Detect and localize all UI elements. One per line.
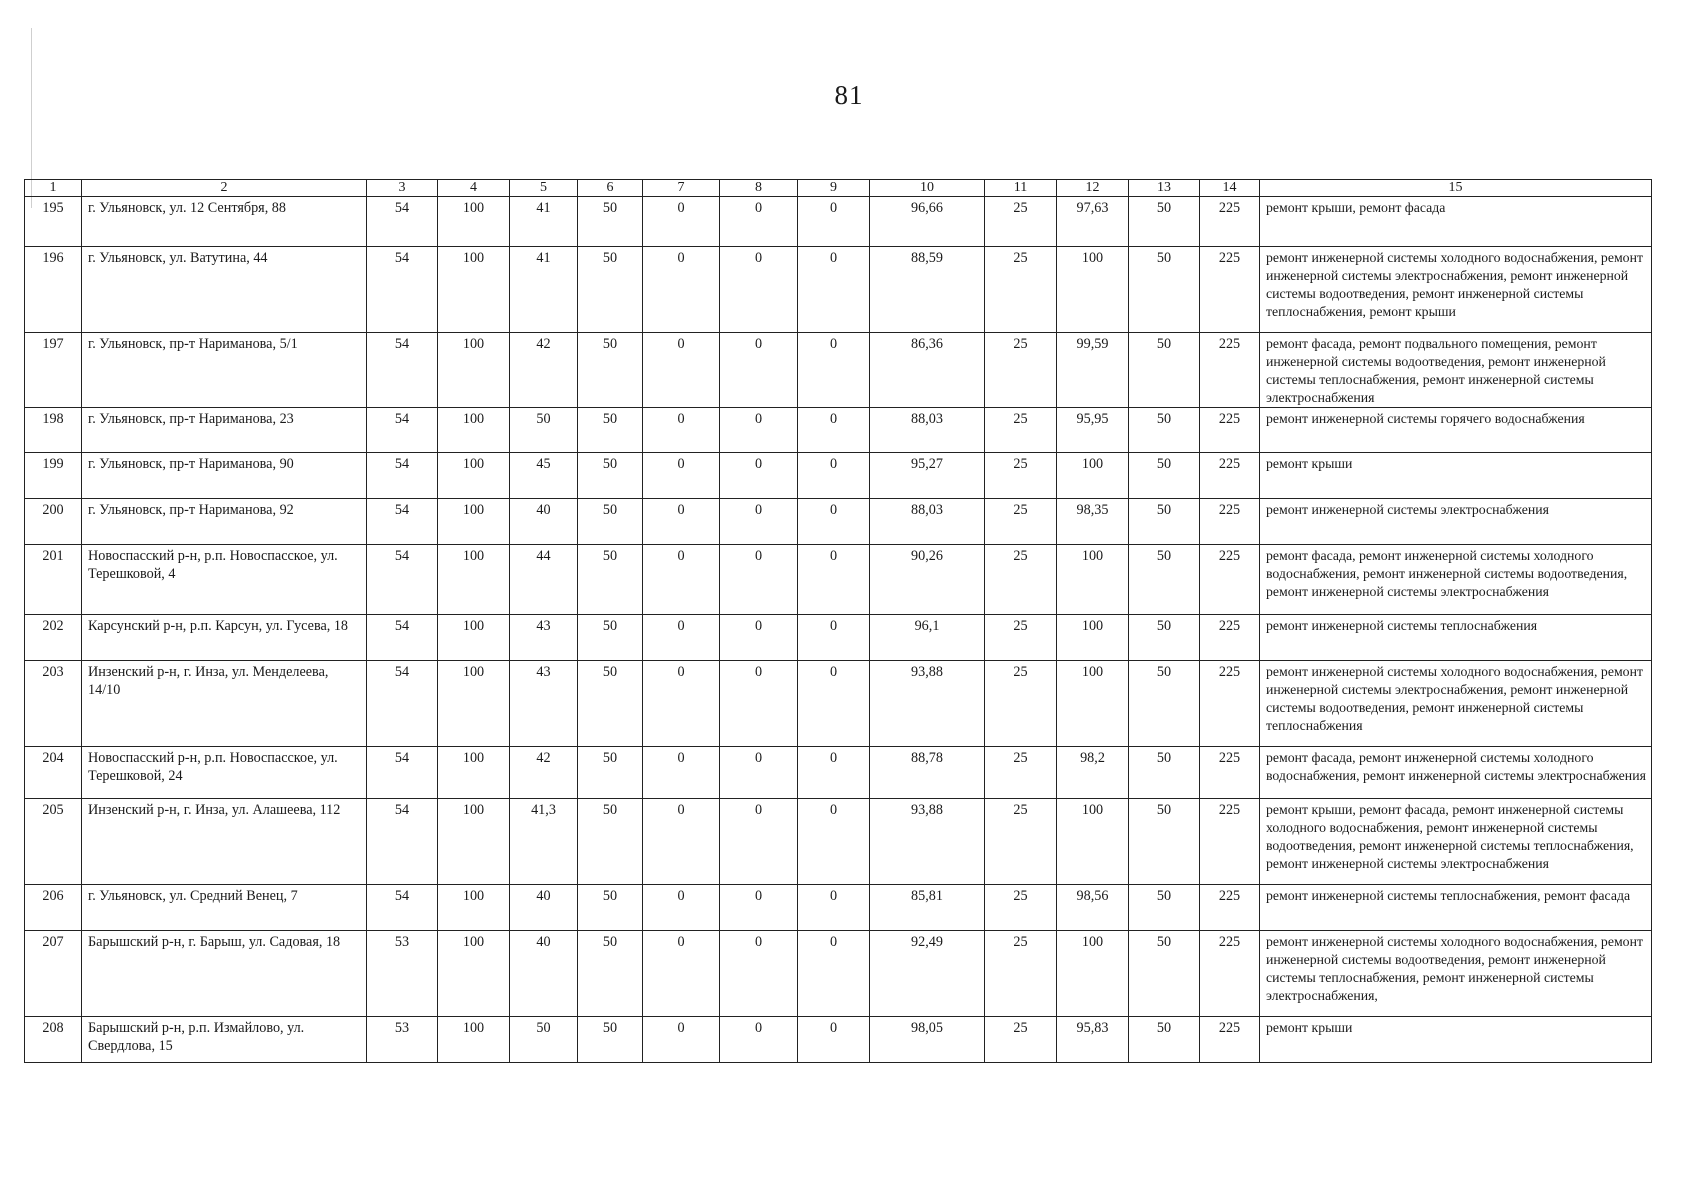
value-cell: 0 bbox=[798, 747, 870, 799]
table-header-row bbox=[25, 180, 1652, 197]
address-cell: Карсунский р-н, р.п. Карсун, ул. Гусева, 18 bbox=[82, 615, 367, 661]
value-cell: 0 bbox=[643, 615, 720, 661]
value-cell: 100 bbox=[1057, 931, 1129, 1017]
value-cell: 50 bbox=[1129, 931, 1200, 1017]
value-cell: 54 bbox=[367, 545, 438, 615]
value-cell: 225 bbox=[1200, 545, 1260, 615]
value-cell: 100 bbox=[438, 453, 510, 499]
header-cell: 6 bbox=[578, 180, 643, 197]
value-cell: 50 bbox=[1129, 247, 1200, 333]
value-cell: 41 bbox=[510, 247, 578, 333]
works-cell: ремонт фасада, ремонт инженерной системы холодного водоснабжения, ремонт инженерной системы электроснабжения bbox=[1260, 747, 1652, 799]
repair-table bbox=[24, 179, 1652, 1063]
row-number: 207 bbox=[25, 931, 82, 1017]
value-cell: 50 bbox=[510, 408, 578, 453]
row-number: 205 bbox=[25, 799, 82, 885]
value-cell: 50 bbox=[578, 799, 643, 885]
value-cell: 93,88 bbox=[870, 799, 985, 885]
value-cell: 40 bbox=[510, 885, 578, 931]
value-cell: 98,05 bbox=[870, 1017, 985, 1063]
value-cell: 53 bbox=[367, 1017, 438, 1063]
value-cell: 25 bbox=[985, 197, 1057, 247]
header-cell: 13 bbox=[1129, 180, 1200, 197]
value-cell: 225 bbox=[1200, 661, 1260, 747]
table-row bbox=[25, 885, 1652, 931]
header-cell: 5 bbox=[510, 180, 578, 197]
value-cell: 50 bbox=[578, 197, 643, 247]
works-cell: ремонт фасада, ремонт подвального помещения, ремонт инженерной системы водоотведения, ремонт инженерной системы теплоснабжения, ремонт инженерной системы электроснабжения bbox=[1260, 333, 1652, 408]
header-cell: 1 bbox=[25, 180, 82, 197]
value-cell: 95,83 bbox=[1057, 1017, 1129, 1063]
value-cell: 100 bbox=[438, 408, 510, 453]
value-cell: 0 bbox=[643, 333, 720, 408]
value-cell: 50 bbox=[578, 615, 643, 661]
value-cell: 88,78 bbox=[870, 747, 985, 799]
value-cell: 25 bbox=[985, 333, 1057, 408]
value-cell: 50 bbox=[1129, 799, 1200, 885]
value-cell: 85,81 bbox=[870, 885, 985, 931]
row-number: 200 bbox=[25, 499, 82, 545]
value-cell: 54 bbox=[367, 197, 438, 247]
row-number: 202 bbox=[25, 615, 82, 661]
address-cell: Барышский р-н, р.п. Измайлово, ул. Свердлова, 15 bbox=[82, 1017, 367, 1063]
value-cell: 42 bbox=[510, 333, 578, 408]
value-cell: 50 bbox=[578, 453, 643, 499]
value-cell: 25 bbox=[985, 499, 1057, 545]
value-cell: 98,56 bbox=[1057, 885, 1129, 931]
table-row bbox=[25, 799, 1652, 885]
table-row bbox=[25, 247, 1652, 333]
works-cell: ремонт крыши bbox=[1260, 453, 1652, 499]
value-cell: 54 bbox=[367, 661, 438, 747]
value-cell: 96,1 bbox=[870, 615, 985, 661]
value-cell: 100 bbox=[438, 333, 510, 408]
address-cell: г. Ульяновск, ул. Средний Венец, 7 bbox=[82, 885, 367, 931]
value-cell: 0 bbox=[643, 885, 720, 931]
value-cell: 100 bbox=[438, 247, 510, 333]
value-cell: 0 bbox=[643, 408, 720, 453]
value-cell: 225 bbox=[1200, 247, 1260, 333]
header-cell: 4 bbox=[438, 180, 510, 197]
value-cell: 54 bbox=[367, 333, 438, 408]
page-number: 81 bbox=[834, 80, 864, 110]
value-cell: 0 bbox=[720, 247, 798, 333]
value-cell: 225 bbox=[1200, 931, 1260, 1017]
value-cell: 86,36 bbox=[870, 333, 985, 408]
value-cell: 98,2 bbox=[1057, 747, 1129, 799]
row-number: 196 bbox=[25, 247, 82, 333]
table-row bbox=[25, 661, 1652, 747]
value-cell: 54 bbox=[367, 799, 438, 885]
value-cell: 54 bbox=[367, 453, 438, 499]
value-cell: 0 bbox=[798, 545, 870, 615]
works-cell: ремонт инженерной системы электроснабжения bbox=[1260, 499, 1652, 545]
address-cell: Новоспасский р-н, р.п. Новоспасское, ул. Терешковой, 4 bbox=[82, 545, 367, 615]
row-number: 203 bbox=[25, 661, 82, 747]
value-cell: 50 bbox=[1129, 885, 1200, 931]
value-cell: 88,03 bbox=[870, 408, 985, 453]
value-cell: 92,49 bbox=[870, 931, 985, 1017]
value-cell: 97,63 bbox=[1057, 197, 1129, 247]
value-cell: 50 bbox=[1129, 499, 1200, 545]
row-number: 201 bbox=[25, 545, 82, 615]
value-cell: 45 bbox=[510, 453, 578, 499]
header-cell: 12 bbox=[1057, 180, 1129, 197]
value-cell: 225 bbox=[1200, 747, 1260, 799]
value-cell: 0 bbox=[720, 1017, 798, 1063]
value-cell: 225 bbox=[1200, 197, 1260, 247]
value-cell: 0 bbox=[798, 661, 870, 747]
header-cell: 15 bbox=[1260, 180, 1652, 197]
header-cell: 10 bbox=[870, 180, 985, 197]
value-cell: 0 bbox=[720, 545, 798, 615]
value-cell: 0 bbox=[798, 197, 870, 247]
table-row bbox=[25, 747, 1652, 799]
value-cell: 25 bbox=[985, 885, 1057, 931]
value-cell: 100 bbox=[438, 545, 510, 615]
value-cell: 99,59 bbox=[1057, 333, 1129, 408]
value-cell: 50 bbox=[1129, 747, 1200, 799]
value-cell: 0 bbox=[798, 333, 870, 408]
value-cell: 100 bbox=[438, 1017, 510, 1063]
value-cell: 50 bbox=[578, 333, 643, 408]
value-cell: 50 bbox=[1129, 333, 1200, 408]
row-number: 198 bbox=[25, 408, 82, 453]
value-cell: 50 bbox=[1129, 615, 1200, 661]
works-cell: ремонт инженерной системы теплоснабжения bbox=[1260, 615, 1652, 661]
value-cell: 0 bbox=[643, 747, 720, 799]
value-cell: 54 bbox=[367, 499, 438, 545]
value-cell: 41,3 bbox=[510, 799, 578, 885]
value-cell: 54 bbox=[367, 247, 438, 333]
value-cell: 0 bbox=[643, 197, 720, 247]
value-cell: 100 bbox=[1057, 545, 1129, 615]
works-cell: ремонт крыши, ремонт фасада, ремонт инженерной системы холодного водоснабжения, ремонт инженерной системы водоотведения, ремонт инженерной системы теплоснабжения, ремонт инженерной системы электроснабжения bbox=[1260, 799, 1652, 885]
address-cell: г. Ульяновск, пр-т Нариманова, 5/1 bbox=[82, 333, 367, 408]
value-cell: 54 bbox=[367, 747, 438, 799]
value-cell: 50 bbox=[1129, 408, 1200, 453]
header-cell: 9 bbox=[798, 180, 870, 197]
value-cell: 42 bbox=[510, 747, 578, 799]
value-cell: 0 bbox=[798, 408, 870, 453]
value-cell: 0 bbox=[643, 499, 720, 545]
works-cell: ремонт крыши, ремонт фасада bbox=[1260, 197, 1652, 247]
header-cell: 8 bbox=[720, 180, 798, 197]
value-cell: 0 bbox=[798, 499, 870, 545]
value-cell: 50 bbox=[1129, 1017, 1200, 1063]
value-cell: 54 bbox=[367, 615, 438, 661]
value-cell: 25 bbox=[985, 931, 1057, 1017]
table-row bbox=[25, 499, 1652, 545]
value-cell: 225 bbox=[1200, 453, 1260, 499]
value-cell: 100 bbox=[1057, 661, 1129, 747]
table-row bbox=[25, 615, 1652, 661]
value-cell: 40 bbox=[510, 499, 578, 545]
table-row bbox=[25, 408, 1652, 453]
value-cell: 225 bbox=[1200, 333, 1260, 408]
value-cell: 0 bbox=[720, 799, 798, 885]
value-cell: 100 bbox=[438, 931, 510, 1017]
value-cell: 100 bbox=[438, 615, 510, 661]
address-cell: г. Ульяновск, пр-т Нариманова, 90 bbox=[82, 453, 367, 499]
value-cell: 25 bbox=[985, 661, 1057, 747]
value-cell: 25 bbox=[985, 408, 1057, 453]
value-cell: 0 bbox=[720, 747, 798, 799]
value-cell: 50 bbox=[578, 408, 643, 453]
row-number: 206 bbox=[25, 885, 82, 931]
value-cell: 100 bbox=[438, 885, 510, 931]
value-cell: 0 bbox=[643, 931, 720, 1017]
value-cell: 0 bbox=[798, 885, 870, 931]
value-cell: 225 bbox=[1200, 615, 1260, 661]
value-cell: 50 bbox=[1129, 453, 1200, 499]
value-cell: 225 bbox=[1200, 408, 1260, 453]
value-cell: 50 bbox=[578, 661, 643, 747]
table-row bbox=[25, 333, 1652, 408]
value-cell: 100 bbox=[438, 799, 510, 885]
value-cell: 100 bbox=[438, 499, 510, 545]
value-cell: 50 bbox=[578, 931, 643, 1017]
value-cell: 93,88 bbox=[870, 661, 985, 747]
value-cell: 25 bbox=[985, 247, 1057, 333]
value-cell: 0 bbox=[643, 545, 720, 615]
value-cell: 0 bbox=[798, 1017, 870, 1063]
value-cell: 0 bbox=[720, 499, 798, 545]
value-cell: 0 bbox=[643, 247, 720, 333]
works-cell: ремонт фасада, ремонт инженерной системы холодного водоснабжения, ремонт инженерной системы водоотведения, ремонт инженерной системы электроснабжения bbox=[1260, 545, 1652, 615]
value-cell: 50 bbox=[578, 747, 643, 799]
header-cell: 2 bbox=[82, 180, 367, 197]
value-cell: 100 bbox=[438, 747, 510, 799]
value-cell: 50 bbox=[1129, 545, 1200, 615]
value-cell: 96,66 bbox=[870, 197, 985, 247]
value-cell: 50 bbox=[578, 885, 643, 931]
value-cell: 43 bbox=[510, 661, 578, 747]
header-cell: 11 bbox=[985, 180, 1057, 197]
value-cell: 100 bbox=[1057, 615, 1129, 661]
value-cell: 54 bbox=[367, 408, 438, 453]
row-number: 195 bbox=[25, 197, 82, 247]
value-cell: 225 bbox=[1200, 1017, 1260, 1063]
table-row bbox=[25, 197, 1652, 247]
value-cell: 0 bbox=[798, 247, 870, 333]
value-cell: 25 bbox=[985, 1017, 1057, 1063]
value-cell: 41 bbox=[510, 197, 578, 247]
works-cell: ремонт крыши bbox=[1260, 1017, 1652, 1063]
value-cell: 0 bbox=[720, 197, 798, 247]
value-cell: 100 bbox=[1057, 247, 1129, 333]
value-cell: 0 bbox=[720, 453, 798, 499]
value-cell: 0 bbox=[798, 615, 870, 661]
value-cell: 0 bbox=[720, 885, 798, 931]
value-cell: 25 bbox=[985, 545, 1057, 615]
value-cell: 50 bbox=[578, 499, 643, 545]
value-cell: 25 bbox=[985, 747, 1057, 799]
table-row bbox=[25, 931, 1652, 1017]
row-number: 197 bbox=[25, 333, 82, 408]
value-cell: 225 bbox=[1200, 799, 1260, 885]
value-cell: 88,59 bbox=[870, 247, 985, 333]
address-cell: г. Ульяновск, пр-т Нариманова, 23 bbox=[82, 408, 367, 453]
row-number: 199 bbox=[25, 453, 82, 499]
works-cell: ремонт инженерной системы холодного водоснабжения, ремонт инженерной системы водоотведения, ремонт инженерной системы теплоснабжения, ремонт инженерной системы электроснабжения, bbox=[1260, 931, 1652, 1017]
table-row bbox=[25, 1017, 1652, 1063]
value-cell: 100 bbox=[1057, 799, 1129, 885]
address-cell: г. Ульяновск, ул. Ватутина, 44 bbox=[82, 247, 367, 333]
row-number: 208 bbox=[25, 1017, 82, 1063]
value-cell: 0 bbox=[643, 799, 720, 885]
address-cell: Новоспасский р-н, р.п. Новоспасское, ул. Терешковой, 24 bbox=[82, 747, 367, 799]
header-cell: 14 bbox=[1200, 180, 1260, 197]
address-cell: г. Ульяновск, ул. 12 Сентября, 88 bbox=[82, 197, 367, 247]
value-cell: 0 bbox=[798, 931, 870, 1017]
address-cell: г. Ульяновск, пр-т Нариманова, 92 bbox=[82, 499, 367, 545]
value-cell: 100 bbox=[438, 197, 510, 247]
table-row bbox=[25, 453, 1652, 499]
value-cell: 95,27 bbox=[870, 453, 985, 499]
value-cell: 90,26 bbox=[870, 545, 985, 615]
value-cell: 50 bbox=[578, 545, 643, 615]
value-cell: 0 bbox=[643, 661, 720, 747]
value-cell: 225 bbox=[1200, 499, 1260, 545]
value-cell: 50 bbox=[1129, 661, 1200, 747]
works-cell: ремонт инженерной системы горячего водоснабжения bbox=[1260, 408, 1652, 453]
value-cell: 50 bbox=[1129, 197, 1200, 247]
row-number: 204 bbox=[25, 747, 82, 799]
value-cell: 225 bbox=[1200, 885, 1260, 931]
value-cell: 0 bbox=[720, 333, 798, 408]
value-cell: 0 bbox=[643, 453, 720, 499]
works-cell: ремонт инженерной системы теплоснабжения, ремонт фасада bbox=[1260, 885, 1652, 931]
value-cell: 0 bbox=[798, 799, 870, 885]
value-cell: 25 bbox=[985, 615, 1057, 661]
address-cell: Инзенский р-н, г. Инза, ул. Менделеева, 14/10 bbox=[82, 661, 367, 747]
value-cell: 53 bbox=[367, 931, 438, 1017]
value-cell: 0 bbox=[720, 408, 798, 453]
value-cell: 54 bbox=[367, 885, 438, 931]
value-cell: 0 bbox=[720, 615, 798, 661]
value-cell: 50 bbox=[578, 1017, 643, 1063]
value-cell: 50 bbox=[510, 1017, 578, 1063]
value-cell: 0 bbox=[643, 1017, 720, 1063]
value-cell: 0 bbox=[720, 931, 798, 1017]
value-cell: 25 bbox=[985, 453, 1057, 499]
header-cell: 3 bbox=[367, 180, 438, 197]
value-cell: 0 bbox=[720, 661, 798, 747]
address-cell: Инзенский р-н, г. Инза, ул. Алашеева, 112 bbox=[82, 799, 367, 885]
value-cell: 100 bbox=[1057, 453, 1129, 499]
value-cell: 50 bbox=[578, 247, 643, 333]
value-cell: 0 bbox=[798, 453, 870, 499]
value-cell: 25 bbox=[985, 799, 1057, 885]
address-cell: Барышский р-н, г. Барыш, ул. Садовая, 18 bbox=[82, 931, 367, 1017]
value-cell: 98,35 bbox=[1057, 499, 1129, 545]
value-cell: 100 bbox=[438, 661, 510, 747]
works-cell: ремонт инженерной системы холодного водоснабжения, ремонт инженерной системы электроснабжения, ремонт инженерной системы водоотведения, ремонт инженерной системы теплоснабжения, ремонт крыши bbox=[1260, 247, 1652, 333]
value-cell: 95,95 bbox=[1057, 408, 1129, 453]
value-cell: 44 bbox=[510, 545, 578, 615]
works-cell: ремонт инженерной системы холодного водоснабжения, ремонт инженерной системы электроснабжения, ремонт инженерной системы водоотведения, ремонт инженерной системы теплоснабжения bbox=[1260, 661, 1652, 747]
value-cell: 88,03 bbox=[870, 499, 985, 545]
value-cell: 43 bbox=[510, 615, 578, 661]
header-cell: 7 bbox=[643, 180, 720, 197]
value-cell: 40 bbox=[510, 931, 578, 1017]
table-row bbox=[25, 545, 1652, 615]
